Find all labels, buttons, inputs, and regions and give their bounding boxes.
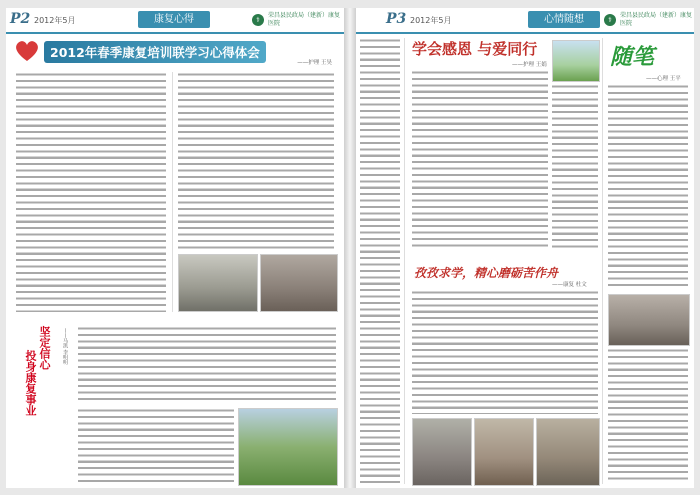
article2-body [412, 290, 598, 414]
article-body-col2 [178, 72, 334, 250]
article2-body-lower [78, 408, 234, 484]
essay-title: 随笔 [610, 44, 655, 70]
left-page [6, 8, 344, 488]
article-author: ——护理 王昊 [297, 60, 332, 66]
side-title-line2: 投身康复事业 [24, 350, 37, 416]
article1-body [412, 70, 548, 250]
article-title: 学会感恩 与爱同行 [412, 40, 538, 58]
section-tag: 康复心得 [138, 11, 210, 28]
essay-author: ——心理 王平 [646, 76, 681, 82]
article2-body [78, 326, 336, 404]
page-fold [344, 8, 356, 488]
side-title-line1: 坚定信心 [38, 326, 51, 370]
page-number: P2 [10, 11, 31, 27]
article2-title: 孜孜求学，精心磨砺苦作舟 [414, 266, 559, 280]
article-body-col1 [16, 72, 166, 312]
essay-body [608, 84, 688, 290]
org-name: 荣昌县民政局（建新）康复医院 [268, 12, 341, 27]
article1-body-col2 [552, 84, 598, 250]
right-page [356, 8, 694, 488]
photo-lecture [178, 254, 258, 312]
hospital-logo-icon: ⚕ [604, 14, 616, 26]
heart-icon [14, 39, 40, 63]
photo-greeting [552, 40, 600, 82]
photo-garden [238, 408, 338, 486]
hospital-logo-icon: ⚕ [252, 14, 264, 26]
essay-body-lower [608, 348, 688, 484]
photo-staff [608, 294, 690, 346]
article-author: ——护理 王娟 [512, 62, 547, 68]
column-divider [404, 38, 405, 484]
org-name: 荣昌县民政局（建新）康复医院 [620, 12, 693, 27]
issue-date: 2012年5月 [34, 16, 76, 25]
article-title: 2012年春季康复培训联学习心得体会 [44, 41, 266, 63]
right-page-header [356, 8, 694, 34]
column-divider [172, 72, 173, 312]
article2-author: ——康复 杜文 [552, 282, 587, 288]
article-title-banner [10, 38, 340, 66]
issue-date: 2012年5月 [410, 16, 452, 25]
page-number: P3 [386, 11, 407, 27]
photo-training [260, 254, 338, 312]
photo-class [474, 418, 534, 486]
section-tag: 心情随想 [528, 11, 600, 28]
narrow-column-text [360, 38, 400, 484]
side-title [20, 326, 56, 446]
side-author: ——马凯 李明明 [62, 328, 68, 365]
column-divider [602, 38, 603, 484]
photo-group [536, 418, 600, 486]
left-page-header [6, 8, 344, 34]
photo-meeting [412, 418, 472, 486]
